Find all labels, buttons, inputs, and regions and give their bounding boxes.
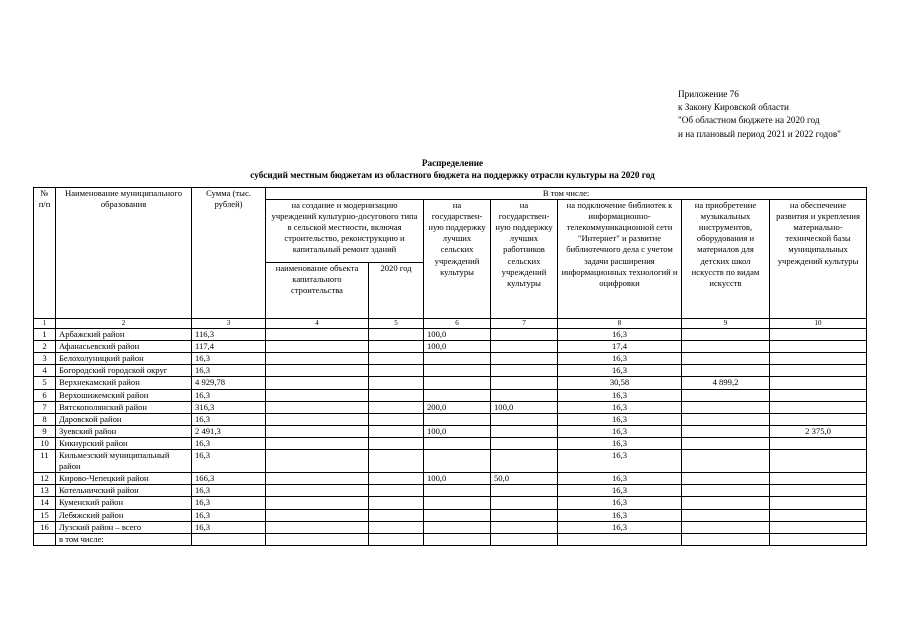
row-number: 10 <box>34 437 56 449</box>
municipality-name: Лебяжский район <box>56 509 192 521</box>
library-internet-support: 16,3 <box>558 497 682 509</box>
art-school-equipment <box>682 365 770 377</box>
library-internet-support: 16,3 <box>558 473 682 485</box>
table-row <box>34 497 867 509</box>
best-institutions-support <box>424 521 491 533</box>
row-number: 2 <box>34 341 56 353</box>
best-institutions-support <box>424 353 491 365</box>
object-name <box>266 377 369 389</box>
year-2020-amount <box>369 389 424 401</box>
material-base-support <box>770 401 867 413</box>
table-row <box>34 450 867 473</box>
year-2020-amount <box>369 509 424 521</box>
best-workers-support <box>491 365 558 377</box>
total-sum: 116,3 <box>192 329 266 341</box>
best-institutions-support: 100,0 <box>424 425 491 437</box>
year-2020-amount <box>369 341 424 353</box>
row-number: 8 <box>34 413 56 425</box>
material-base-support <box>770 450 867 473</box>
library-internet-support: 16,3 <box>558 521 682 533</box>
best-workers-support <box>491 437 558 449</box>
best-institutions-support <box>424 485 491 497</box>
art-school-equipment <box>682 389 770 401</box>
total-sum: 16,3 <box>192 450 266 473</box>
header-col7: на государствен-ную поддержку лучших работников сельских учреждений культуры <box>491 200 558 319</box>
art-school-equipment <box>682 533 770 545</box>
best-institutions-support: 100,0 <box>424 341 491 353</box>
year-2020-amount <box>369 401 424 413</box>
year-2020-amount <box>369 473 424 485</box>
best-institutions-support <box>424 509 491 521</box>
year-2020-amount <box>369 497 424 509</box>
best-workers-support: 50,0 <box>491 473 558 485</box>
row-number: 1 <box>34 329 56 341</box>
material-base-support <box>770 365 867 377</box>
total-sum: 16,3 <box>192 509 266 521</box>
municipality-name: Кирово-Чепецкий район <box>56 473 192 485</box>
column-number: 5 <box>369 319 424 329</box>
total-sum: 16,3 <box>192 353 266 365</box>
municipality-name: Верхошижемский район <box>56 389 192 401</box>
total-sum: 4 929,78 <box>192 377 266 389</box>
title-line-2: субсидий местным бюджетам из областного бюджета на поддержку отрасли культуры на 2020 год <box>250 170 655 180</box>
material-base-support <box>770 329 867 341</box>
total-sum: 16,3 <box>192 413 266 425</box>
object-name <box>266 341 369 353</box>
row-number: 12 <box>34 473 56 485</box>
year-2020-amount <box>369 353 424 365</box>
municipality-name: Белохолуницкий район <box>56 353 192 365</box>
row-number: 4 <box>34 365 56 377</box>
best-workers-support <box>491 377 558 389</box>
header-num: № п/п <box>34 188 56 319</box>
art-school-equipment: 4 899,2 <box>682 377 770 389</box>
best-institutions-support <box>424 413 491 425</box>
material-base-support <box>770 377 867 389</box>
row-number: 14 <box>34 497 56 509</box>
object-name <box>266 473 369 485</box>
header-col9: на приобретение музыкальных инструментов, оборудования и материалов для детских школ искусств по видам искусств <box>682 200 770 319</box>
best-institutions-support <box>424 450 491 473</box>
annex-line-4: и на плановый период 2021 и 2022 годов" <box>678 128 841 139</box>
year-2020-amount <box>369 533 424 545</box>
header-including: В том числе: <box>266 188 867 200</box>
header-col5-sub: 2020 год <box>369 263 424 319</box>
art-school-equipment <box>682 401 770 413</box>
library-internet-support: 16,3 <box>558 509 682 521</box>
library-internet-support: 16,3 <box>558 329 682 341</box>
row-number: 6 <box>34 389 56 401</box>
table-row <box>34 473 867 485</box>
material-base-support <box>770 485 867 497</box>
art-school-equipment <box>682 473 770 485</box>
year-2020-amount <box>369 450 424 473</box>
table-row <box>34 389 867 401</box>
table-row <box>34 437 867 449</box>
library-internet-support: 16,3 <box>558 437 682 449</box>
best-institutions-support: 100,0 <box>424 473 491 485</box>
header-name: Наименование муниципального образования <box>56 188 192 319</box>
best-institutions-support <box>424 389 491 401</box>
best-workers-support <box>491 353 558 365</box>
art-school-equipment <box>682 521 770 533</box>
municipality-name: в том числе: <box>56 533 192 545</box>
best-workers-support <box>491 497 558 509</box>
annex-line-1: Приложение 76 <box>678 89 739 99</box>
object-name <box>266 365 369 377</box>
year-2020-amount <box>369 413 424 425</box>
municipality-name: Даровской район <box>56 413 192 425</box>
library-internet-support: 17,4 <box>558 341 682 353</box>
column-numbers-row <box>34 319 867 329</box>
library-internet-support: 16,3 <box>558 401 682 413</box>
object-name <box>266 533 369 545</box>
year-2020-amount <box>369 425 424 437</box>
object-name <box>266 425 369 437</box>
object-name <box>266 329 369 341</box>
header-col4-group: на создание и модернизацию учреждений культурно-досугового типа в сельской местности, включая строительство, реконструкцию и капитальный ремонт зданий <box>266 200 424 263</box>
year-2020-amount <box>369 365 424 377</box>
municipality-name: Верхнекамский район <box>56 377 192 389</box>
material-base-support: 2 375,0 <box>770 425 867 437</box>
municipality-name: Котельничский район <box>56 485 192 497</box>
header-col8: на подключение библиотек к информационно-телекоммуникационной сети "Интернет" и развитие библиотечного дела с учетом задачи расширения информационных технологий и оцифровки <box>558 200 682 319</box>
best-institutions-support <box>424 533 491 545</box>
object-name <box>266 401 369 413</box>
best-institutions-support: 200,0 <box>424 401 491 413</box>
title-line-1: Распределение <box>421 158 484 168</box>
column-number: 4 <box>266 319 369 329</box>
best-workers-support: 100,0 <box>491 401 558 413</box>
best-institutions-support: 100,0 <box>424 329 491 341</box>
header-col6: на государствен-ную поддержку лучших сельских учреждений культуры <box>424 200 491 319</box>
table-row <box>34 509 867 521</box>
row-number: 16 <box>34 521 56 533</box>
total-sum <box>192 533 266 545</box>
total-sum: 16,3 <box>192 485 266 497</box>
row-number: 15 <box>34 509 56 521</box>
best-institutions-support <box>424 365 491 377</box>
table-row <box>34 353 867 365</box>
header-sum: Сумма (тыс. рублей) <box>192 188 266 319</box>
art-school-equipment <box>682 497 770 509</box>
annex-line-3: "Об областном бюджете на 2020 год <box>678 115 820 126</box>
art-school-equipment <box>682 485 770 497</box>
column-number: 9 <box>682 319 770 329</box>
table-row <box>34 365 867 377</box>
object-name <box>266 353 369 365</box>
table-row <box>34 485 867 497</box>
municipality-name: Лузский район – всего <box>56 521 192 533</box>
best-institutions-support <box>424 437 491 449</box>
art-school-equipment <box>682 437 770 449</box>
table-row <box>34 341 867 353</box>
library-internet-support: 16,3 <box>558 365 682 377</box>
object-name <box>266 521 369 533</box>
material-base-support <box>770 413 867 425</box>
document-title <box>0 157 905 181</box>
header-col10: на обеспечение развития и укрепления материально-технической базы муниципальных учреждений культуры <box>770 200 867 319</box>
municipality-name: Кильмезский муниципальный район <box>56 450 192 473</box>
best-workers-support <box>491 533 558 545</box>
art-school-equipment <box>682 450 770 473</box>
best-workers-support <box>491 521 558 533</box>
row-number <box>34 533 56 545</box>
best-workers-support <box>491 509 558 521</box>
art-school-equipment <box>682 425 770 437</box>
best-workers-support <box>491 425 558 437</box>
art-school-equipment <box>682 341 770 353</box>
municipality-name: Кикнурский район <box>56 437 192 449</box>
year-2020-amount <box>369 521 424 533</box>
subsidy-table <box>33 187 867 546</box>
library-internet-support: 16,3 <box>558 450 682 473</box>
best-workers-support <box>491 450 558 473</box>
art-school-equipment <box>682 509 770 521</box>
art-school-equipment <box>682 353 770 365</box>
municipality-name: Арбажский район <box>56 329 192 341</box>
object-name <box>266 389 369 401</box>
library-internet-support: 16,3 <box>558 485 682 497</box>
material-base-support <box>770 437 867 449</box>
municipality-name: Богородский городской округ <box>56 365 192 377</box>
library-internet-support: 16,3 <box>558 425 682 437</box>
best-workers-support <box>491 341 558 353</box>
best-institutions-support <box>424 497 491 509</box>
header-col4-sub: наименование объекта капитального строительства <box>266 263 369 319</box>
art-school-equipment <box>682 413 770 425</box>
material-base-support <box>770 497 867 509</box>
year-2020-amount <box>369 437 424 449</box>
row-number: 5 <box>34 377 56 389</box>
best-workers-support <box>491 413 558 425</box>
best-workers-support <box>491 389 558 401</box>
total-sum: 166,3 <box>192 473 266 485</box>
material-base-support <box>770 341 867 353</box>
municipality-name: Афанасьевский район <box>56 341 192 353</box>
object-name <box>266 485 369 497</box>
row-number: 11 <box>34 450 56 473</box>
library-internet-support <box>558 533 682 545</box>
table-row <box>34 401 867 413</box>
material-base-support <box>770 389 867 401</box>
row-number: 13 <box>34 485 56 497</box>
material-base-support <box>770 509 867 521</box>
object-name <box>266 450 369 473</box>
table-row <box>34 533 867 545</box>
table-row <box>34 413 867 425</box>
material-base-support <box>770 473 867 485</box>
municipality-name: Куменский район <box>56 497 192 509</box>
table-row <box>34 425 867 437</box>
column-number: 7 <box>491 319 558 329</box>
annex-line-2: к Закону Кировской области <box>678 102 789 113</box>
library-internet-support: 16,3 <box>558 389 682 401</box>
column-number: 1 <box>34 319 56 329</box>
column-number: 6 <box>424 319 491 329</box>
material-base-support <box>770 533 867 545</box>
best-workers-support <box>491 485 558 497</box>
total-sum: 16,3 <box>192 365 266 377</box>
municipality-name: Зуевский район <box>56 425 192 437</box>
object-name <box>266 509 369 521</box>
table-row <box>34 329 867 341</box>
total-sum: 16,3 <box>192 389 266 401</box>
library-internet-support: 16,3 <box>558 353 682 365</box>
total-sum: 16,3 <box>192 497 266 509</box>
object-name <box>266 437 369 449</box>
year-2020-amount <box>369 485 424 497</box>
row-number: 9 <box>34 425 56 437</box>
column-number: 2 <box>56 319 192 329</box>
library-internet-support: 16,3 <box>558 413 682 425</box>
municipality-name: Вятскополянский район <box>56 401 192 413</box>
art-school-equipment <box>682 329 770 341</box>
total-sum: 16,3 <box>192 437 266 449</box>
total-sum: 316,3 <box>192 401 266 413</box>
table-row <box>34 377 867 389</box>
object-name <box>266 413 369 425</box>
column-number: 10 <box>770 319 867 329</box>
annex-reference <box>678 88 841 141</box>
material-base-support <box>770 521 867 533</box>
row-number: 3 <box>34 353 56 365</box>
row-number: 7 <box>34 401 56 413</box>
year-2020-amount <box>369 329 424 341</box>
total-sum: 16,3 <box>192 521 266 533</box>
year-2020-amount <box>369 377 424 389</box>
material-base-support <box>770 353 867 365</box>
total-sum: 2 491,3 <box>192 425 266 437</box>
library-internet-support: 30,58 <box>558 377 682 389</box>
total-sum: 117,4 <box>192 341 266 353</box>
best-institutions-support <box>424 377 491 389</box>
column-number: 3 <box>192 319 266 329</box>
column-number: 8 <box>558 319 682 329</box>
best-workers-support <box>491 329 558 341</box>
object-name <box>266 497 369 509</box>
table-row <box>34 521 867 533</box>
